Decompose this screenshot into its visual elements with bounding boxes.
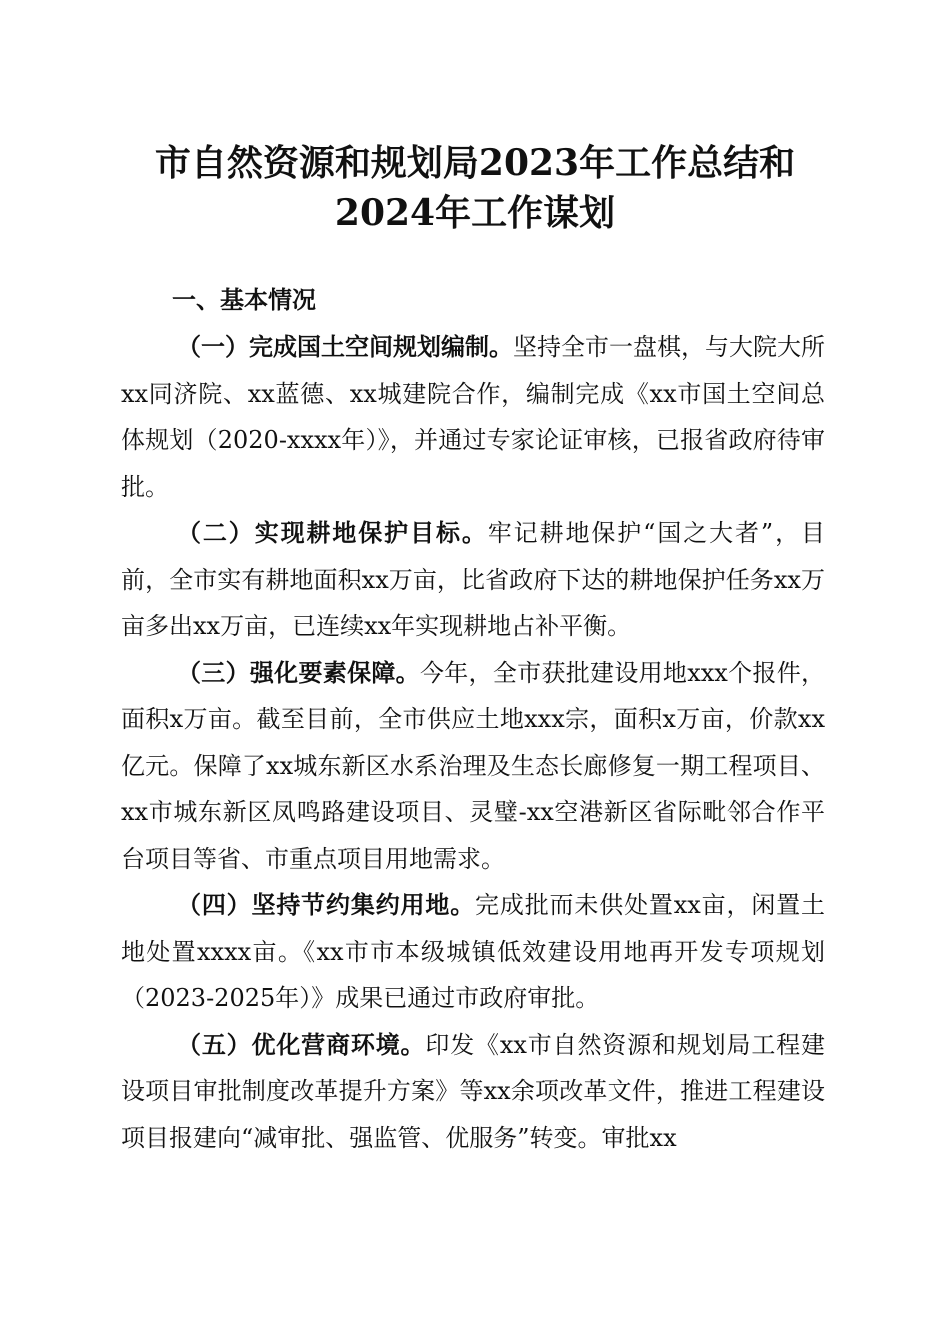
paragraph-lead: （一）完成国土空间规划编制。 [177,332,513,361]
paragraph-text: 完成批而未供处置xx亩，闲置土地处置xxxx亩。《xx市市本级城镇低效建设用地再开发专项规划（2023-2025年）》成果已通过市政府审批。 [121,891,825,1012]
paragraph-text: 印发《xx市自然资源和规划局工程建设项目审批制度改革提升方案》等xx余项改革文件，推进工程建设项目报建向“减审批、强监管、优服务”转变。审批xx [121,1030,825,1152]
paragraph-2 [121,510,825,650]
paragraph-text: 坚持全市一盘棋，与大院大所xx同济院、xx蓝德、xx城建院合作，编制完成《xx市国土空间总体规划（2020-xxxx年）》，并通过专家论证审核，已报省政府待审批。 [121,333,825,501]
paragraph-3 [121,650,825,883]
paragraph-lead: （三）强化要素保障。 [177,657,420,687]
paragraph-lead: （二）实现耕地保护目标。 [177,518,488,547]
paragraph-5 [121,1022,825,1162]
paragraph-lead: （五）优化营商环境。 [177,1029,426,1059]
document-title: 市自然资源和规划局2023年工作总结和2024年工作谋划 [154,142,796,234]
paragraph-1 [121,324,825,510]
document-body [121,324,825,1161]
paragraph-lead: （四）坚持节约集约用地。 [177,890,476,919]
section-heading: 一、基本情况 [172,286,316,314]
paragraph-text: 今年，全市获批建设用地xxx个报件，面积x万亩。截至目前，全市供应土地xxx宗，面积x万亩，价款xx亿元。保障了xx城东新区水系治理及生态长廊修复一期工程项目、xx市城东新区凤鸣路建设项目、灵璧-xx空港新区省际毗邻合作平台项目等省、市重点项目用地需求。 [121,658,826,873]
paragraph-text: 牢记耕地保护“国之大者”，目前，全市实有耕地面积xx万亩，比省政府下达的耕地保护任务xx万亩多出xx万亩，已连续xx年实现耕地占补平衡。 [121,519,825,640]
paragraph-4 [121,882,825,1022]
